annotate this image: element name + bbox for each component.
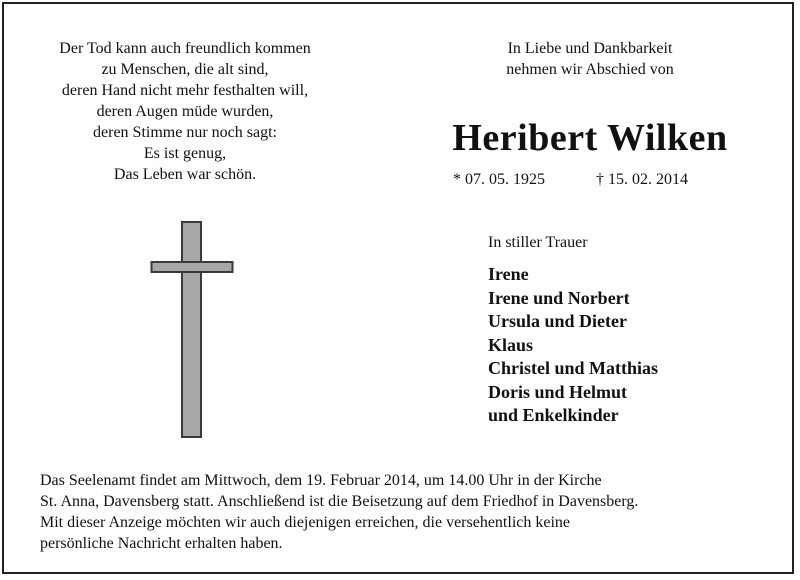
poem-line: Der Tod kann auch freundlich kommen xyxy=(59,40,311,57)
funeral-notice xyxy=(40,470,780,554)
mourner-name: Irene und Norbert xyxy=(488,287,630,308)
death-date: † 15. 02. 2014 xyxy=(596,171,688,188)
birth-date: * 07. 05. 1925 xyxy=(453,171,545,188)
mourner-name: Klaus xyxy=(488,334,534,355)
mourner-name: Irene xyxy=(488,264,529,284)
mourner-name: Christel und Matthias xyxy=(488,358,659,378)
poem-line: deren Hand nicht mehr festhalten will, xyxy=(61,82,309,99)
notice-line: persönliche Nachricht erhalten haben. xyxy=(40,535,283,552)
cross-vertical-beam xyxy=(182,222,201,437)
notice-line: Das Seelenamt findet am Mittwoch, dem 19. Februar 2014, um 14.00 Uhr in der Kirche xyxy=(40,472,602,489)
poem-line: deren Augen müde wurden, xyxy=(96,103,274,120)
farewell-intro xyxy=(440,38,740,80)
poem-line: Das Leben war schön. xyxy=(113,166,257,183)
poem xyxy=(30,38,340,185)
notice-line: St. Anna, Davensberg statt. Anschließend ist die Beisetzung auf dem Friedhof in Davensberg. xyxy=(40,493,639,510)
notice-line: Mit dieser Anzeige möchten wir auch diejenigen erreichen, die versehentlich keine xyxy=(40,514,571,531)
cross-joint xyxy=(183,263,200,271)
mourners-list xyxy=(488,263,658,428)
intro-line-2: nehmen wir Abschied von xyxy=(506,61,674,78)
mourning-label: In stiller Trauer xyxy=(488,234,588,251)
mourner-name: Doris und Helmut xyxy=(488,381,628,402)
poem-line: Es ist genug, xyxy=(143,145,227,162)
intro-line-1: In Liebe und Dankbarkeit xyxy=(507,40,673,57)
deceased-name: Heribert Wilken xyxy=(452,117,728,159)
poem-line: deren Stimme nur noch sagt: xyxy=(93,124,277,141)
mourner-name: und Enkelkinder xyxy=(488,405,619,425)
cross-icon xyxy=(150,220,234,440)
poem-line: zu Menschen, die alt sind, xyxy=(101,61,269,78)
mourner-name: Ursula und Dieter xyxy=(488,311,627,331)
